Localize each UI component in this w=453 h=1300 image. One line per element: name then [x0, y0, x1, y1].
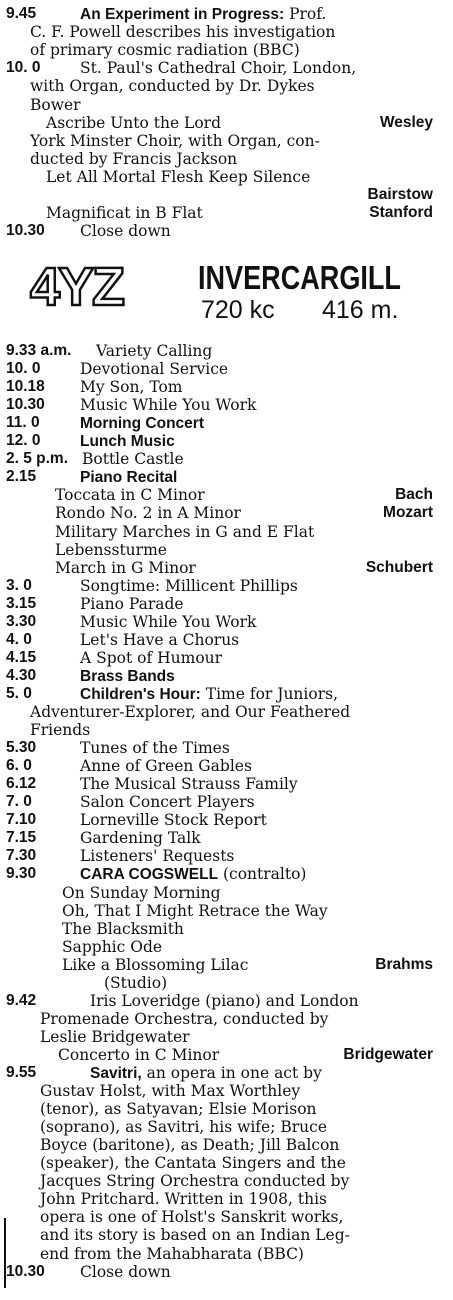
listing-description: Prof. — [284, 5, 327, 23]
listing-time: 10.30 — [6, 396, 45, 414]
listing-line — [0, 23, 445, 41]
listing-time: 9.33 a.m. — [6, 342, 72, 359]
listing-text — [80, 649, 222, 667]
listing-time: 2.15 — [6, 468, 37, 486]
listing-text — [62, 920, 184, 938]
listing-time: 10. 0 — [6, 360, 41, 378]
listing-time: 6.12 — [6, 775, 37, 793]
listing-text — [40, 1118, 327, 1136]
listing-description: Gardening Talk — [80, 829, 201, 848]
listing-line — [0, 168, 445, 186]
listing-description: opera is one of Holst's Sanskrit works, — [40, 1208, 344, 1227]
listing-description: Like a Blossoming Lilac — [62, 955, 249, 974]
station-callsign: 4YZ — [30, 257, 124, 317]
listing-time: 9.45 — [6, 5, 37, 22]
listing-text — [90, 992, 359, 1010]
listing-line — [0, 685, 445, 703]
listing-text — [62, 938, 162, 956]
listing-text — [40, 1190, 327, 1208]
listing-line — [0, 884, 445, 902]
listing-text — [62, 956, 248, 974]
listing-text — [30, 703, 350, 721]
listing-description: Let All Mortal Flesh Keep Silence — [46, 167, 311, 186]
listing-time: 5.30 — [6, 739, 37, 757]
listing-description: Lebenssturme — [55, 540, 167, 559]
listing-description: Time for Juniors, — [200, 684, 338, 703]
composer-name: Wesley — [379, 113, 433, 131]
listing-line — [0, 811, 445, 829]
listing-description: Salon Concert Players — [80, 793, 255, 812]
listing-text — [40, 1136, 339, 1154]
listing-text — [80, 613, 256, 631]
listing-time: 12. 0 — [6, 432, 41, 450]
listing-text — [30, 150, 237, 168]
listing-line — [0, 414, 445, 432]
listing-line — [0, 360, 445, 378]
listing-description: Rondo No. 2 in A Minor — [55, 504, 241, 523]
listing-time: 9.42 — [6, 991, 37, 1009]
listing-line — [0, 41, 445, 59]
listing-line — [0, 1263, 445, 1281]
listing-description: Military Marches in G and E Flat — [55, 522, 315, 541]
listing-time: 4.30 — [6, 666, 37, 684]
listing-description: Close down — [80, 1262, 171, 1281]
listing-time: 11. 0 — [6, 414, 40, 432]
listing-line — [0, 1010, 445, 1028]
listing-time: 4.15 — [6, 648, 37, 666]
listing-line — [0, 396, 445, 414]
listing-line — [0, 541, 445, 559]
listing-line — [0, 739, 445, 757]
listing-description: Toccata in C Minor — [55, 486, 205, 505]
listing-line — [0, 96, 445, 114]
listing-line — [0, 974, 445, 992]
listing-description: On Sunday Morning — [62, 883, 221, 902]
listing-line — [0, 920, 445, 938]
listing-text — [80, 5, 326, 23]
listing-title: Children's Hour: — [80, 685, 201, 703]
listing-line — [0, 938, 445, 956]
listing-line — [0, 793, 445, 811]
listing-text — [46, 114, 221, 132]
listing-time: 10.30 — [6, 1262, 45, 1280]
listing-time: 7.30 — [6, 847, 37, 865]
listing-text — [40, 1245, 304, 1263]
listing-line — [0, 613, 445, 631]
listing-description: Piano Parade — [80, 594, 184, 613]
listing-description: Songtime: Millicent Phillips — [80, 576, 298, 595]
listing-text — [80, 222, 171, 240]
listing-text — [62, 902, 328, 920]
listing-time: 4. 0 — [6, 630, 32, 648]
listing-text — [96, 342, 212, 360]
listing-line — [0, 1046, 445, 1064]
listing-text — [30, 77, 315, 95]
listing-text — [40, 1154, 346, 1172]
listing-line — [0, 1172, 445, 1190]
listing-text — [80, 793, 255, 811]
listing-title: Savitri, — [90, 1065, 142, 1082]
listing-description: The Blacksmith — [62, 919, 184, 938]
listing-line — [0, 450, 445, 468]
listing-text — [80, 685, 338, 703]
listing-description: Music While You Work — [80, 396, 257, 415]
listing-description: Ascribe Unto the Lord — [46, 113, 222, 132]
listing-text — [80, 811, 267, 829]
listing-line — [0, 342, 445, 360]
listing-description: Tunes of the Times — [80, 739, 230, 758]
listing-line — [0, 902, 445, 920]
listing-line — [0, 577, 445, 595]
listing-line — [0, 865, 445, 883]
listing-text — [40, 1082, 300, 1100]
listing-time: 3.15 — [6, 594, 37, 612]
station-wavelength: 416 m. — [322, 296, 399, 324]
listing-text — [82, 450, 184, 468]
listing-description: Concerto in C Minor — [58, 1045, 220, 1064]
station-city: INVERCARGILL — [198, 259, 401, 296]
listing-description: Gustav Holst, with Max Worthley — [40, 1082, 301, 1101]
listing-line — [0, 468, 445, 486]
listing-text — [80, 775, 298, 793]
listing-description: John Pritchard. Written in 1908, this — [40, 1190, 327, 1209]
listing-description: Music While You Work — [80, 612, 257, 631]
listing-text — [104, 974, 167, 992]
listing-text — [55, 504, 241, 522]
listing-description: Leslie Bridgewater — [40, 1027, 190, 1046]
listing-line — [0, 1100, 445, 1118]
listing-line — [0, 1226, 445, 1244]
listing-line — [0, 829, 445, 847]
listing-text — [90, 1064, 322, 1082]
listing-description: Devotional Service — [80, 360, 229, 379]
listing-description: with Organ, conducted by Dr. Dykes — [30, 77, 315, 96]
listing-text — [46, 168, 310, 186]
listing-time: 3. 0 — [6, 576, 32, 594]
listing-text — [30, 721, 90, 739]
listing-description: an opera in one act by — [141, 1064, 322, 1082]
listing-text — [80, 829, 201, 847]
listing-description: (Studio) — [104, 973, 168, 992]
listing-time: 10.30 — [6, 222, 45, 240]
listing-description: Sapphic Ode — [62, 937, 163, 956]
listing-time: 3.30 — [6, 612, 37, 630]
listing-time: 10.18 — [6, 378, 45, 396]
listing-description: of primary cosmic radiation (BBC) — [30, 41, 300, 60]
listing-text — [80, 847, 234, 865]
listing-text — [80, 757, 252, 775]
listing-line — [0, 775, 445, 793]
listing-description: Adventurer-Explorer, and Our Feathered — [30, 703, 351, 721]
listing-time: 7.15 — [6, 829, 37, 847]
listing-text — [80, 414, 204, 432]
margin-rule — [4, 1218, 6, 1288]
listing-description: My Son, Tom — [80, 378, 183, 397]
composer-name: Mozart — [383, 504, 433, 522]
listing-description: (speaker), the Cantata Singers and the — [40, 1154, 346, 1173]
listing-description: Friends — [30, 721, 91, 740]
listing-description: Oh, That I Might Retrace the Way — [62, 901, 328, 920]
listing-description: March in G Minor — [55, 558, 196, 577]
listing-description: Jacques String Orchestra conducted by — [40, 1172, 350, 1191]
listing-title: An Experiment in Progress: — [80, 6, 285, 23]
listing-line — [0, 703, 445, 721]
listing-text — [30, 41, 300, 59]
listing-text — [80, 595, 184, 613]
composer-name: Stanford — [369, 204, 433, 222]
listing-text — [58, 1046, 219, 1064]
listing-line — [0, 992, 445, 1010]
listing-text — [80, 59, 356, 77]
listing-line — [0, 1118, 445, 1136]
listing-line — [0, 1154, 445, 1172]
listing-line — [0, 1208, 445, 1226]
listing-time: 2. 5 p.m. — [6, 450, 69, 468]
listing-title: Lunch Music — [80, 433, 175, 451]
listing-text — [80, 865, 306, 883]
listing-line — [0, 432, 445, 450]
listing-time: 6. 0 — [6, 757, 32, 775]
listing-description: St. Paul's Cathedral Choir, London, — [80, 59, 357, 78]
listing-time: 7.10 — [6, 811, 37, 829]
listing-time: 7. 0 — [6, 793, 32, 811]
listing-text — [30, 132, 320, 150]
listing-title: CARA COGSWELL — [80, 866, 219, 884]
listing-line — [0, 504, 445, 522]
listing-line — [0, 649, 445, 667]
listing-line — [0, 559, 445, 577]
listing-text — [80, 1263, 171, 1281]
listing-line — [0, 378, 445, 396]
listing-description: Iris Loveridge (piano) and London — [90, 991, 359, 1010]
listing-title: Piano Recital — [80, 469, 178, 487]
listing-text — [40, 1028, 190, 1046]
composer-name: Schubert — [365, 558, 433, 576]
listing-description: ducted by Francis Jackson — [30, 149, 238, 168]
listing-line — [0, 631, 445, 649]
listing-description: Variety Calling — [96, 342, 213, 360]
listing-description: Boyce (baritone), as Death; Jill Balcon — [40, 1136, 340, 1155]
listing-description: Promenade Orchestra, conducted by — [40, 1009, 329, 1028]
listing-line — [0, 59, 445, 77]
listing-description: Lorneville Stock Report — [80, 811, 267, 830]
listing-text — [80, 396, 256, 414]
listing-description: Close down — [80, 222, 171, 241]
listing-description: Let's Have a Chorus — [80, 630, 240, 649]
listing-description: Magnificat in B Flat — [46, 204, 203, 223]
listing-time: 9.55 — [6, 1064, 37, 1081]
listing-line — [0, 956, 445, 974]
listing-line — [0, 1190, 445, 1208]
composer-name: Brahms — [375, 955, 433, 973]
listing-time: 10. 0 — [6, 59, 41, 77]
listing-text — [80, 631, 239, 649]
listing-text — [80, 577, 298, 595]
listing-text — [55, 523, 314, 541]
listing-line — [0, 114, 445, 132]
listing-title: Brass Bands — [80, 667, 175, 685]
composer-name: Bridgewater — [343, 1045, 433, 1063]
listing-description: Listeners' Requests — [80, 847, 235, 866]
listing-text — [40, 1010, 328, 1028]
listing-line — [0, 486, 445, 504]
listing-description: Anne of Green Gables — [80, 757, 252, 776]
listing-line — [0, 150, 445, 168]
listing-text — [40, 1226, 350, 1244]
listing-description: and its story is based on an Indian Leg- — [40, 1226, 350, 1245]
listing-text — [80, 468, 177, 486]
listing-line — [0, 1064, 445, 1082]
composer-name: Bach — [395, 486, 433, 504]
listing-text — [55, 559, 196, 577]
listing-text — [55, 486, 205, 504]
listing-text — [80, 432, 175, 450]
listing-description: The Musical Strauss Family — [80, 775, 298, 794]
listing-line — [0, 667, 445, 685]
station-header-4yz — [0, 258, 453, 328]
listing-line — [0, 222, 445, 240]
listing-line — [0, 5, 445, 23]
listing-description: (contralto) — [218, 865, 307, 884]
listing-line — [0, 1245, 445, 1263]
composer-name: Bairstow — [367, 186, 433, 203]
listing-text — [80, 667, 175, 685]
listing-description: A Spot of Humour — [80, 648, 223, 667]
listing-text — [46, 204, 203, 222]
listing-description: York Minster Choir, with Organ, con- — [30, 131, 320, 150]
listing-text — [80, 378, 183, 396]
listing-text — [80, 739, 230, 757]
listing-line — [0, 1136, 445, 1154]
listing-description: C. F. Powell describes his investigation — [30, 23, 336, 42]
listing-text — [30, 23, 335, 41]
listing-line — [0, 132, 445, 150]
listing-description: (soprano), as Savitri, his wife; Bruce — [40, 1118, 328, 1137]
listing-line — [0, 595, 445, 613]
listing-time: 5. 0 — [6, 684, 32, 702]
listing-title: Morning Concert — [80, 415, 204, 433]
listing-line — [0, 77, 445, 95]
listing-line — [0, 204, 445, 222]
listing-text — [55, 541, 167, 559]
listing-text — [40, 1208, 343, 1226]
listing-description: (tenor), as Satyavan; Elsie Morison — [40, 1100, 317, 1119]
listing-text — [62, 884, 221, 902]
listing-line — [0, 721, 445, 739]
listing-description: end from the Mahabharata (BBC) — [40, 1244, 304, 1263]
listing-line — [0, 847, 445, 865]
listing-line — [0, 757, 445, 775]
station-frequency: 720 kc — [201, 296, 275, 324]
listing-time: 9.30 — [6, 865, 37, 883]
listing-line — [0, 1028, 445, 1046]
listing-description: Bottle Castle — [82, 450, 184, 469]
listing-line — [0, 186, 445, 204]
listing-text — [80, 360, 228, 378]
listing-text — [40, 1172, 349, 1190]
listing-description: Bower — [30, 95, 81, 114]
listing-line — [0, 1082, 445, 1100]
listing-text — [40, 1100, 317, 1118]
listing-line — [0, 523, 445, 541]
listing-text — [30, 96, 81, 114]
